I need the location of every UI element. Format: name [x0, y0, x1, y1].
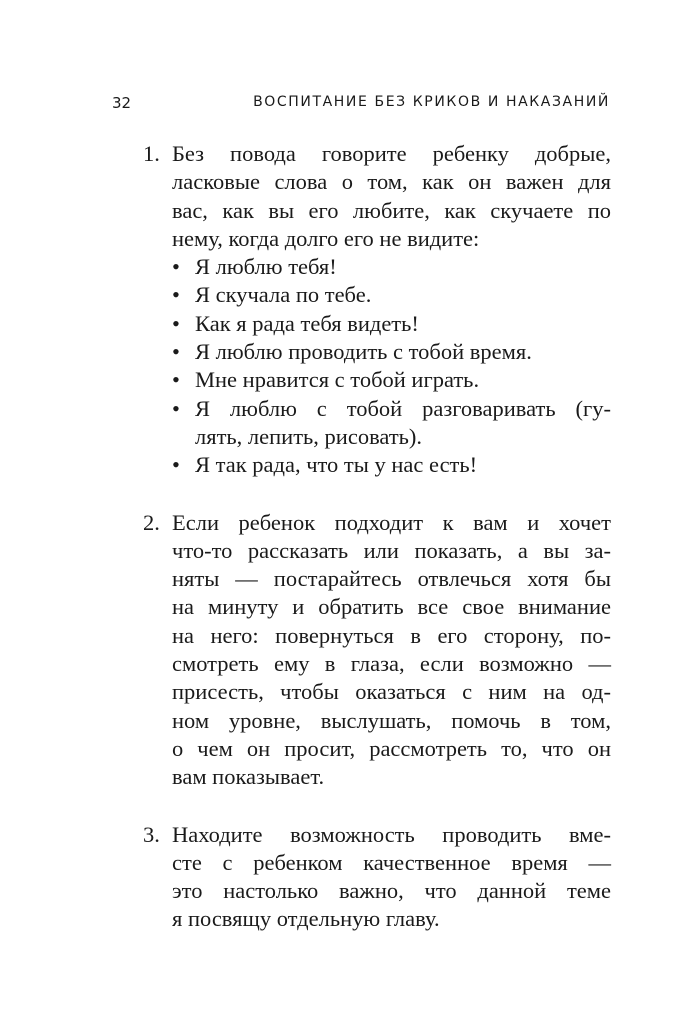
bullet-text: лять, лепить, рисовать). [195, 423, 423, 449]
text-line: Без повода говорите ребенку добрые, [172, 141, 611, 166]
bullet-icon: • [172, 282, 180, 308]
bullet-icon: • [172, 367, 180, 393]
page-header [112, 94, 610, 118]
bullet-item [172, 395, 611, 452]
text-line: я посвящу отдельную главу. [172, 906, 440, 932]
bullet-icon: • [172, 395, 180, 421]
text-line: сте с ребенком качественное время — [172, 849, 611, 875]
item-gap [143, 480, 611, 509]
bullet-item [172, 338, 611, 366]
text-line: Находите возможность проводить вме- [172, 821, 611, 847]
bullet-item [172, 281, 611, 309]
text-line: на него: повернуться в его сторону, по- [172, 622, 611, 648]
bullet-text: Я так рада, что ты у нас есть! [195, 452, 478, 478]
item-number: 2. [143, 509, 160, 535]
text-line: это настолько важно, что данной теме [172, 878, 611, 904]
text-line: ласковые слова о том, как он важен для [172, 169, 611, 195]
item-number: 3. [143, 821, 160, 847]
list-item [143, 821, 611, 934]
page-body [143, 140, 611, 934]
list-item [143, 140, 611, 480]
text-line: на минуту и обратить все свое внимание [172, 594, 611, 620]
running-title: ВОСПИТАНИЕ БЕЗ КРИКОВ И НАКАЗАНИЙ [253, 94, 610, 110]
text-line: присесть, чтобы оказаться с ним на од- [172, 679, 611, 705]
text-line: вам показывает. [172, 764, 325, 790]
item-number: 1. [143, 141, 160, 166]
text-line: няты — постарайтесь отвлечься хотя бы [172, 566, 611, 592]
bullet-text: Мне нравится с тобой играть. [195, 367, 480, 393]
bullet-icon: • [172, 254, 180, 280]
text-line: нему, когда долго его не видите: [172, 225, 480, 251]
bullet-item [172, 253, 611, 281]
text-line: Если ребенок подходит к вам и хочет [172, 509, 611, 535]
bullet-text: Я скучала по тебе. [195, 282, 372, 308]
text-line: о чем он просит, рассмотреть то, что он [172, 735, 611, 761]
page-number: 32 [112, 94, 132, 112]
text-line: что-то рассказать или показать, а вы за- [172, 537, 611, 563]
bullet-icon: • [172, 310, 180, 336]
text-line: вас, как вы его любите, как скучаете по [172, 197, 611, 223]
bullet-text: Как я рада тебя видеть! [195, 310, 419, 336]
bullet-item [172, 366, 611, 394]
bullet-icon: • [172, 452, 180, 478]
bullet-icon: • [172, 339, 180, 365]
text-line: смотреть ему в глаза, если возможно — [172, 651, 611, 677]
bullet-item [172, 310, 611, 338]
text-line: ном уровне, выслушать, помочь в том, [172, 707, 611, 733]
bullet-item [172, 451, 611, 479]
item-gap [143, 792, 611, 821]
bullet-text: Я люблю проводить с тобой время. [195, 339, 532, 365]
list-item [143, 509, 611, 792]
bullet-text: Я люблю тебя! [195, 254, 337, 280]
bullet-text: Я люблю с тобой разговаривать (гу- [195, 395, 611, 421]
